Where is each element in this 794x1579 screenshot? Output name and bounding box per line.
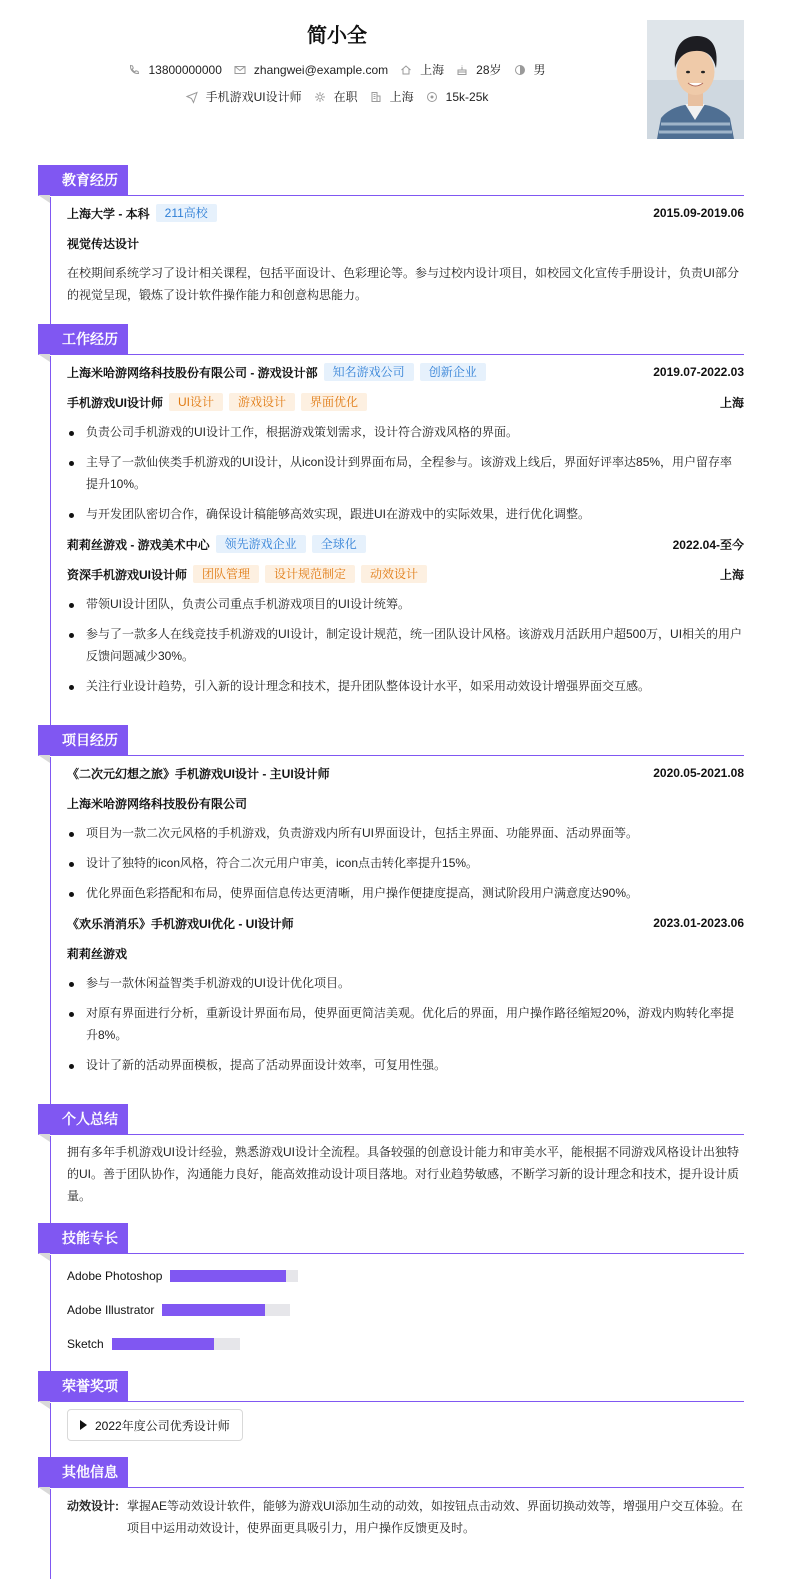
section-divider <box>38 195 744 196</box>
skill-tag: UI设计 <box>169 393 223 411</box>
job-title: 资深手机游戏UI设计师 <box>67 567 188 582</box>
project-entry <box>67 908 744 1080</box>
section-divider <box>38 755 744 756</box>
other-info-row <box>67 1489 744 1539</box>
school-name: 上海大学 - 本科 <box>67 206 150 221</box>
send-icon <box>186 91 198 103</box>
work-date: 2019.07-2022.03 <box>653 365 744 379</box>
salary-info <box>426 90 489 104</box>
home-icon <box>400 64 412 76</box>
skill-tag: 设计规范制定 <box>265 565 355 583</box>
company-row <box>67 357 744 387</box>
project-org-row <box>67 788 744 818</box>
awards-section-title: 荣誉奖项 <box>38 1371 128 1401</box>
skill-level-bar <box>162 1304 290 1316</box>
work-bullets <box>67 589 744 701</box>
project-header-row <box>67 758 744 788</box>
summary-section <box>0 1104 794 1223</box>
company-name: 莉莉丝游戏 - 游戏美术中心 <box>67 537 210 552</box>
work-location: 上海 <box>719 567 744 582</box>
project-name: 《二次元幻想之旅》手机游戏UI设计 - 主UI设计师 <box>67 766 330 781</box>
job-title: 手机游戏UI设计师 <box>67 395 164 410</box>
project-org-row <box>67 938 744 968</box>
phone-info <box>128 63 221 77</box>
skill-level-bar <box>170 1270 298 1282</box>
project-name: 《欢乐消消乐》手机游戏UI优化 - UI设计师 <box>67 916 294 931</box>
expand-triangle-icon[interactable] <box>80 1420 87 1430</box>
employment-status: 在职 <box>333 90 358 104</box>
candidate-name: 简小全 <box>307 25 367 47</box>
summary-section-title: 个人总结 <box>38 1104 128 1134</box>
list-item: 设计了新的活动界面模板，提高了活动界面设计效率，可复用性强。 <box>67 1050 744 1080</box>
mail-icon <box>234 64 246 76</box>
list-item: 关注行业设计趋势，引入新的设计理念和技术，提升团队整体设计水平，如采用动效设计增强界面交互感。 <box>67 671 744 701</box>
award-name: 2022年度公司优秀设计师 <box>95 1418 230 1433</box>
work-location: 上海 <box>719 395 744 410</box>
projects-body <box>50 757 744 1104</box>
skill-tag: 动效设计 <box>361 565 427 583</box>
awards-body <box>50 1403 744 1457</box>
list-item: 对原有界面进行分析，重新设计界面布局，使界面更简洁美观。优化后的界面，用户操作路径缩短20%，游戏内购转化率提升8%。 <box>67 998 744 1050</box>
skill-name: Sketch <box>67 1337 104 1351</box>
company-tag: 创新企业 <box>420 363 486 381</box>
school-tag: 211高校 <box>156 204 217 222</box>
project-entry <box>67 758 744 908</box>
section-divider <box>38 1134 744 1135</box>
awards-section <box>0 1371 794 1457</box>
list-item: 优化界面色彩搭配和布局，使界面信息传达更清晰，用户操作便捷度提高，测试阶段用户满意度达90%。 <box>67 878 744 908</box>
education-section-title: 教育经历 <box>38 165 128 195</box>
target-position-info <box>186 88 302 105</box>
list-item: 参与一款休闲益智类手机游戏的UI设计优化项目。 <box>67 968 744 998</box>
skill-level-fill <box>170 1270 285 1282</box>
job-title-row <box>67 559 744 589</box>
project-organization: 莉莉丝游戏 <box>67 946 128 961</box>
skill-level-fill <box>162 1304 264 1316</box>
work-entry <box>67 529 744 701</box>
work-section-title: 工作经历 <box>38 324 128 354</box>
email-address: zhangwei@example.com <box>253 62 389 77</box>
education-header-row <box>67 198 744 228</box>
profile-photo <box>647 20 744 139</box>
list-item: 设计了独特的icon风格，符合二次元用户审美，icon点击转化率提升15%。 <box>67 848 744 878</box>
section-divider <box>38 354 744 355</box>
skill-item <box>67 1259 407 1293</box>
target-position: 手机游戏UI设计师 <box>205 90 302 104</box>
email-info <box>234 63 388 77</box>
company-tag: 全球化 <box>312 535 366 553</box>
education-date: 2015.09-2019.06 <box>653 206 744 220</box>
projects-section-title: 项目经历 <box>38 725 128 755</box>
skills-section-header <box>0 1223 794 1255</box>
contact-row <box>0 61 674 78</box>
work-section-header <box>0 324 794 356</box>
list-item: 与开发团队密切合作，确保设计稿能够高效实现，跟进UI在游戏中的实际效果，进行优化调整。 <box>67 499 744 529</box>
company-name: 上海米哈游网络科技股份有限公司 - 游戏设计部 <box>67 365 318 380</box>
major-row <box>67 228 744 258</box>
other-info-label: 动效设计: <box>67 1499 119 1513</box>
project-date: 2023.01-2023.06 <box>653 916 744 930</box>
gender-icon <box>514 64 526 76</box>
cake-icon <box>456 64 468 76</box>
building-icon <box>370 91 382 103</box>
summary-section-header <box>0 1104 794 1136</box>
project-header-row <box>67 908 744 938</box>
phone-number: 13800000000 <box>148 62 222 77</box>
section-divider <box>38 1253 744 1254</box>
summary-text: 拥有多年手机游戏UI设计经验，熟悉游戏UI设计全流程。具备较强的创意设计能力和审美水平，能根据不同游戏风格设计出独特的UI。善于团队协作，沟通能力良好，能高效推动设计项目落地。对行业趋势敏感，不断学习新的设计理念和技术，提升设计质量。 <box>67 1145 740 1203</box>
section-divider <box>38 1487 744 1488</box>
other-info-text: 掌握AE等动效设计软件，能够为游戏UI添加生动的动效，如按钮点击动效、界面切换动效等，增强用户交互体验。在项目中运用动效设计，使界面更具吸引力，用户操作反馈更及时。 <box>127 1499 744 1535</box>
skill-name: Adobe Illustrator <box>67 1303 155 1317</box>
list-item: 负责公司手机游戏的UI设计工作，根据游戏策划需求，设计符合游戏风格的界面。 <box>67 417 744 447</box>
skill-item <box>67 1293 407 1327</box>
education-body <box>50 197 744 324</box>
status-icon <box>314 91 326 103</box>
skill-tag: 界面优化 <box>301 393 367 411</box>
skill-level-bar <box>112 1338 240 1350</box>
city-info <box>400 61 444 78</box>
company-tag: 知名游戏公司 <box>324 363 414 381</box>
gender-info <box>514 61 546 78</box>
skill-name: Adobe Photoshop <box>67 1269 163 1283</box>
list-item: 主导了一款仙侠类手机游戏的UI设计，从icon设计到界面布局，全程参与。该游戏上线后，界面好评率达85%，用户留存率提升10%。 <box>67 447 744 499</box>
other-section-title: 其他信息 <box>38 1457 128 1487</box>
other-section-header <box>0 1457 794 1489</box>
skills-body <box>50 1255 744 1371</box>
skill-list <box>67 1255 744 1361</box>
education-section-header <box>0 165 794 197</box>
work-date: 2022.04-至今 <box>672 537 744 552</box>
list-item: 带领UI设计团队，负责公司重点手机游戏项目的UI设计统筹。 <box>67 589 744 619</box>
gender: 男 <box>533 63 546 77</box>
skills-section-title: 技能专长 <box>38 1223 128 1253</box>
company-tag: 领先游戏企业 <box>216 535 306 553</box>
work-body <box>50 356 744 725</box>
awards-section-header <box>0 1371 794 1403</box>
job-title-row <box>67 387 744 417</box>
other-section <box>0 1457 794 1579</box>
money-icon <box>426 91 438 103</box>
age: 28岁 <box>476 63 502 77</box>
skill-level-fill <box>112 1338 214 1350</box>
section-divider <box>38 1401 744 1402</box>
expected-salary: 15k-25k <box>445 89 489 104</box>
company-row <box>67 529 744 559</box>
skill-tag: 团队管理 <box>193 565 259 583</box>
skills-section <box>0 1223 794 1371</box>
age-info <box>456 61 501 78</box>
list-item: 参与了一款多人在线竞技手机游戏的UI设计，制定设计规范，统一团队设计风格。该游戏月活跃用户超500万，UI相关的用户反馈问题减少30%。 <box>67 619 744 671</box>
project-organization: 上海米哈游网络科技股份有限公司 <box>67 796 248 811</box>
work-section <box>0 324 794 725</box>
target-city-info <box>370 88 414 105</box>
list-item: 项目为一款二次元风格的手机游戏，负责游戏内所有UI界面设计，包括主界面、功能界面、活动界面等。 <box>67 818 744 848</box>
projects-section <box>0 725 794 1104</box>
project-date: 2020.05-2021.08 <box>653 766 744 780</box>
status-info <box>314 88 358 105</box>
phone-icon <box>128 64 140 76</box>
target-city: 上海 <box>389 90 414 104</box>
projects-section-header <box>0 725 794 757</box>
education-description: 在校期间系统学习了设计相关课程，包括平面设计、色彩理论等。参与过校内设计项目，如校园文化宣传手册设计，负责UI部分的视觉呈现，锻炼了设计软件操作能力和创意构思能力。 <box>67 266 740 302</box>
project-bullets <box>67 818 744 908</box>
award-item[interactable] <box>67 1409 243 1441</box>
education-section <box>0 165 794 324</box>
project-bullets <box>67 968 744 1080</box>
job-intent-row <box>0 88 674 105</box>
city: 上海 <box>420 63 445 77</box>
skill-item <box>67 1327 407 1361</box>
work-entry <box>67 357 744 529</box>
skill-tag: 游戏设计 <box>229 393 295 411</box>
major: 视觉传达设计 <box>67 236 140 251</box>
resume-header <box>0 0 794 165</box>
other-body <box>50 1489 744 1579</box>
summary-body <box>50 1136 744 1223</box>
work-bullets <box>67 417 744 529</box>
